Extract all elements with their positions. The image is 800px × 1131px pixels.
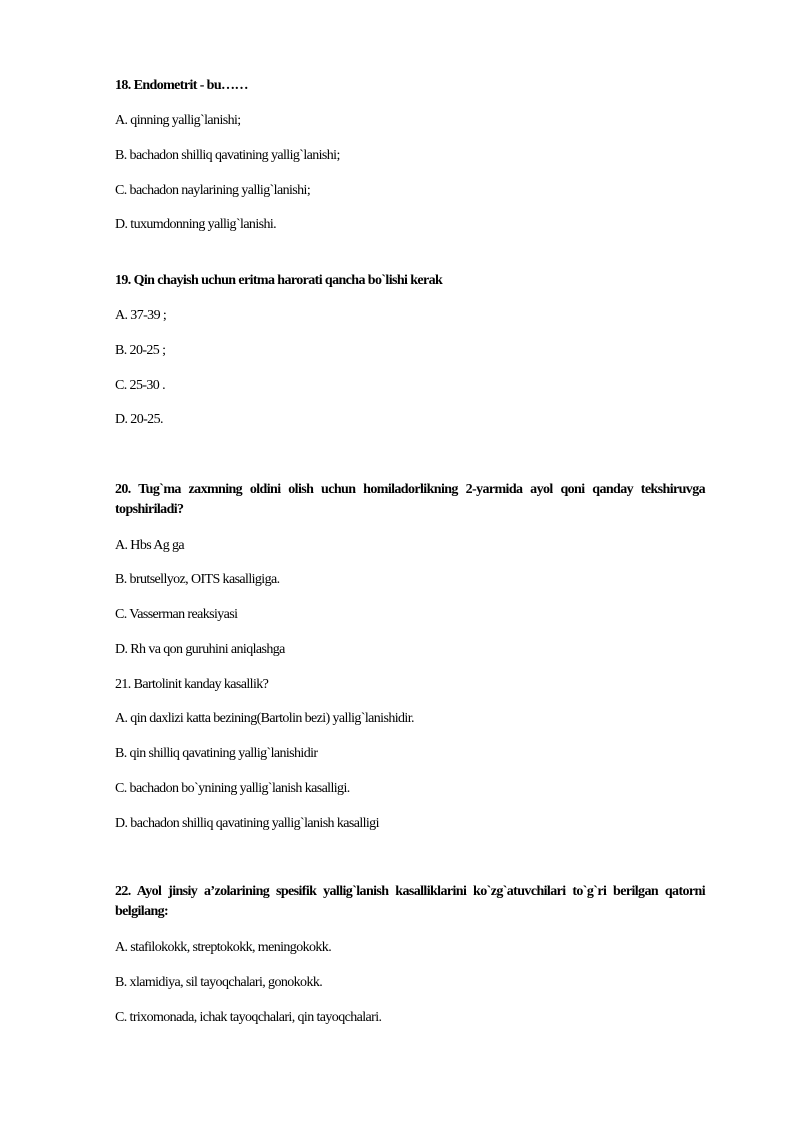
question-18-option-d: D. tuxumdonning yallig`lanishi. — [115, 217, 277, 232]
question-19-option-d: D. 20-25. — [115, 412, 163, 427]
question-20-option-a: A. Hbs Ag ga — [115, 538, 185, 553]
question-19-option-c: C. 25-30 . — [115, 378, 166, 393]
question-22-option-a: A. stafilokokk, streptokokk, meningokokk. — [115, 940, 332, 955]
question-18-option-b: B. bachadon shilliq qavatining yallig`lanishi; — [115, 148, 340, 163]
question-20-text: 20. Tug`ma zaxmning oldini olish uchun homiladorlikning 2-yarmida ayol qoni qanday tekshiruvga topshiriladi? — [115, 482, 705, 517]
question-21-option-b: B. qin shilliq qavatining yallig`lanishidir — [115, 746, 318, 761]
question-22-text: 22. Ayol jinsiy a’zolarining spesifik yallig`lanish kasalliklarini ko`zg`atuvchilari to`g`ri berilgan qatorni belgilang: — [115, 884, 705, 919]
question-21-option-d: D. bachadon shilliq qavatining yallig`lanish kasalligi — [115, 816, 379, 831]
question-21-option-a: A. qin daxlizi katta bezining(Bartolin bezi) yallig`lanishidir. — [115, 711, 414, 726]
question-21-text: 21. Bartolinit kanday kasallik? — [115, 677, 269, 692]
question-20-option-c: C. Vasserman reaksiyasi — [115, 607, 238, 622]
question-21-option-c: C. bachadon bo`ynining yallig`lanish kasalligi. — [115, 781, 350, 796]
question-19-option-a: A. 37-39 ; — [115, 308, 167, 323]
question-18-option-a: A. qinning yallig`lanishi; — [115, 113, 241, 128]
question-19-text: 19. Qin chayish uchun eritma harorati qancha bo`lishi kerak — [115, 273, 443, 288]
question-22-option-c: C. trixomonada, ichak tayoqchalari, qin tayoqchalari. — [115, 1010, 382, 1025]
question-22-option-b: B. xlamidiya, sil tayoqchalari, gonokokk. — [115, 975, 323, 990]
question-20-option-b: B. brutsellyoz, OITS kasalligiga. — [115, 572, 280, 587]
question-18-text: 18. Endometrit - bu…… — [115, 78, 248, 93]
question-20-option-d: D. Rh va qon guruhini aniqlashga — [115, 642, 285, 657]
question-18-option-c: C. bachadon naylarining yallig`lanishi; — [115, 183, 311, 198]
question-19-option-b: B. 20-25 ; — [115, 343, 166, 358]
